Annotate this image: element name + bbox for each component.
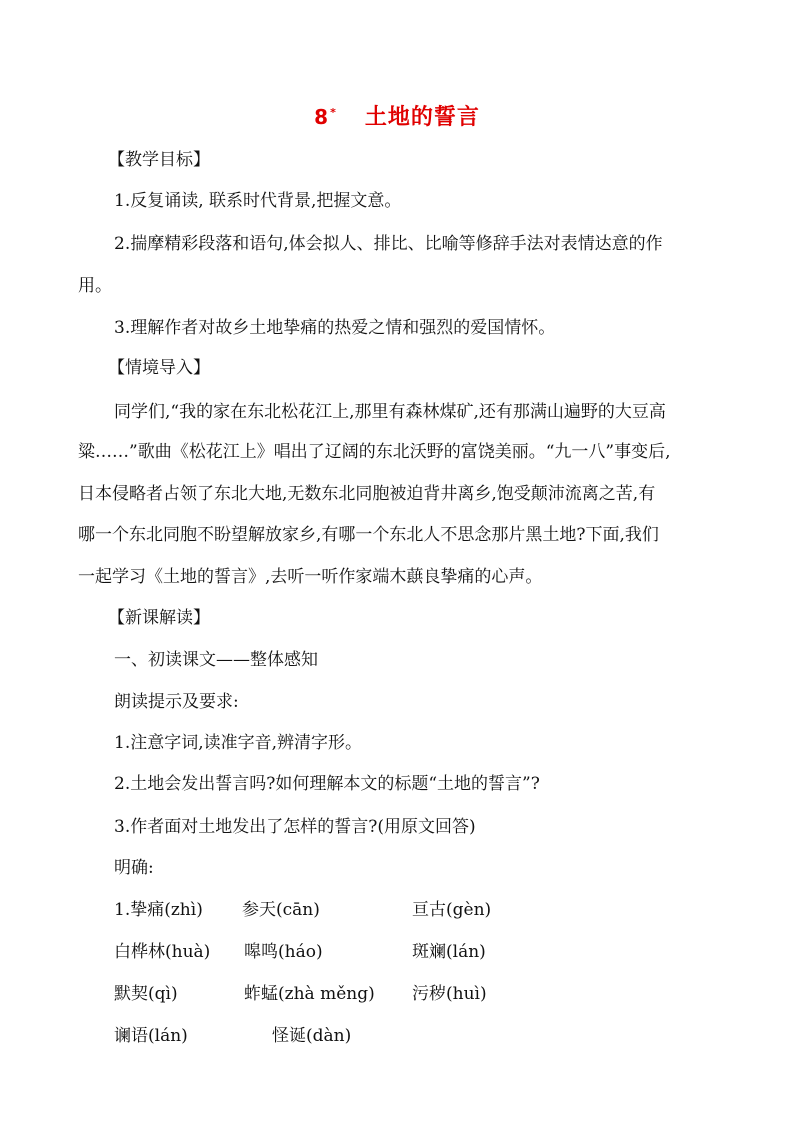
tip-3: 3.作者面对土地发出了怎样的誓言?(用原文回答): [114, 817, 476, 837]
vocab-item: 嗥鸣(háo): [244, 942, 323, 962]
vocab-item: 亘古(gèn): [412, 900, 492, 920]
vocab-item: 怪诞(dàn): [272, 1026, 352, 1046]
lesson-star: *: [330, 105, 337, 119]
vocab-item: 默契(qì): [114, 984, 178, 1004]
intro-line-4: 哪一个东北同胞不盼望解放家乡,有哪一个东北人不思念那片黑土地?下面,我们: [78, 525, 659, 545]
tip-2: 2.土地会发出誓言吗?如何理解本文的标题“土地的誓言”?: [114, 774, 540, 794]
vocab-item: 蚱蜢(zhà měng): [244, 984, 375, 1004]
tip-1: 1.注意字词,读准字音,辨清字形。: [114, 733, 363, 753]
answer-label: 明确:: [114, 858, 154, 878]
page-title: [0, 100, 794, 131]
goal-3: 3.理解作者对故乡土地挚痛的热爱之情和强烈的爱国情怀。: [114, 318, 556, 338]
new-lesson-heading: 【新课解读】: [108, 608, 210, 628]
vocab-item: 白桦林(huà): [114, 942, 211, 962]
goal-2: 2.揣摩精彩段落和语句,体会拟人、排比、比喻等修辞手法对表情达意的作: [114, 234, 663, 254]
lesson-number: 8: [314, 105, 330, 129]
intro-line-1: 同学们,“我的家在东北松花江上,那里有森林煤矿,还有那满山遍野的大豆高: [114, 402, 666, 422]
part1-title: 一、初读课文——整体感知: [114, 650, 318, 670]
goal-2-cont: 用。: [78, 276, 112, 296]
intro-line-3: 日本侵略者占领了东北大地,无数东北同胞被迫背井离乡,饱受颠沛流离之苦,有: [78, 484, 656, 504]
vocab-item: 斑斓(lán): [412, 942, 486, 962]
intro-line-2: 粱……”歌曲《松花江上》唱出了辽阔的东北沃野的富饶美丽。“九一八”事变后,: [78, 442, 671, 462]
reading-tip: 朗读提示及要求:: [114, 692, 239, 712]
vocab-item: 谰语(lán): [114, 1026, 188, 1046]
vocab-item: 1.挚痛(zhì): [114, 900, 203, 920]
goals-heading: 【教学目标】: [108, 150, 210, 170]
vocab-item: 污秽(huì): [412, 984, 487, 1004]
goal-1: 1.反复诵读, 联系时代背景,把握文意。: [114, 191, 402, 211]
lesson-title: 土地的誓言: [364, 105, 480, 130]
intro-line-5: 一起学习《土地的誓言》,去听一听作家端木蕻良挚痛的心声。: [78, 567, 543, 587]
vocab-item: 参天(cān): [242, 900, 320, 920]
intro-heading: 【情境导入】: [108, 358, 210, 378]
